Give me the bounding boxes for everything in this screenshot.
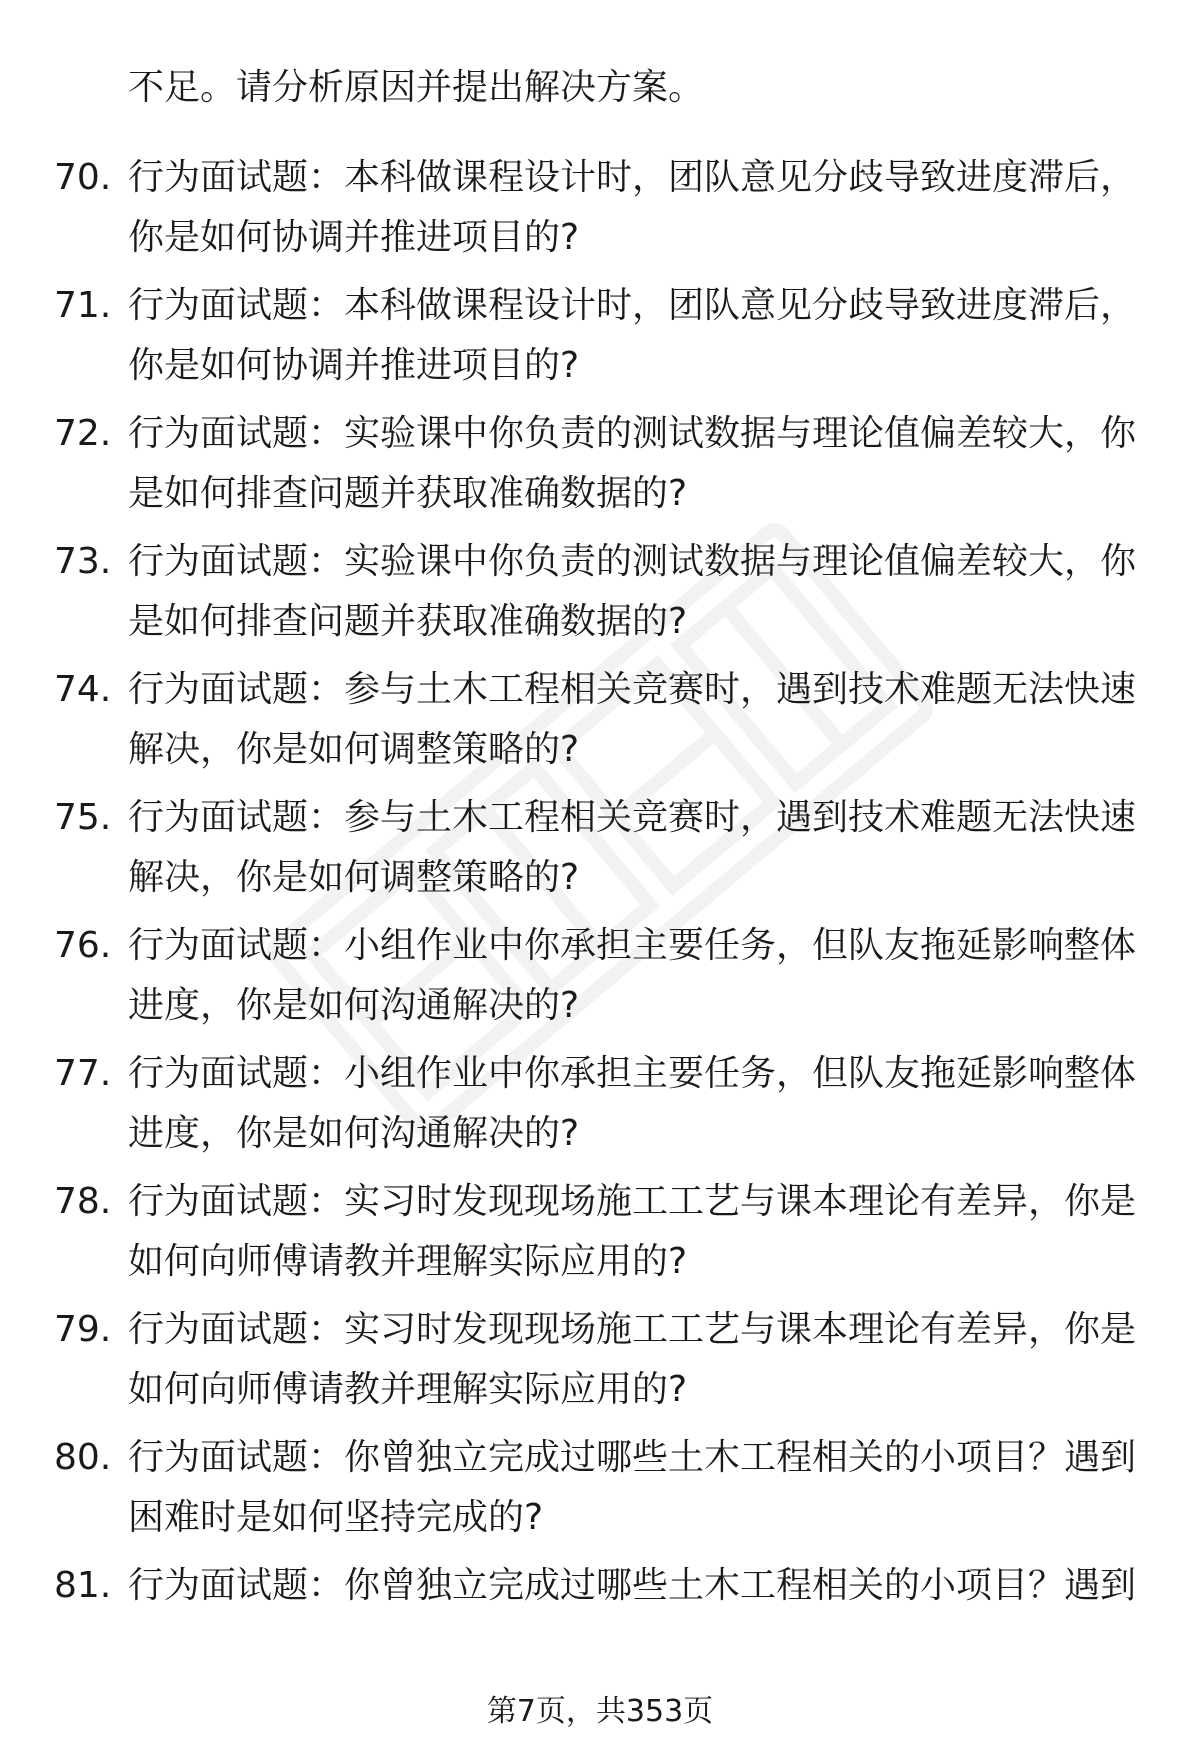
question-text xyxy=(128,916,1138,1036)
question-line: 行为面试题：小组作业中你承担主要任务，但队友拖延影响整体 xyxy=(128,925,1137,966)
question-line: 行为面试题：实习时发现现场施工工艺与课本理论有差异，你是 xyxy=(128,1181,1137,1222)
question-number: 71. xyxy=(54,285,112,326)
list-item xyxy=(0,1044,1200,1172)
question-text xyxy=(128,1556,1138,1616)
list-item xyxy=(0,788,1200,916)
question-line: 行为面试题：参与土木工程相关竞赛时，遇到技术难题无法快速 xyxy=(128,669,1137,710)
question-number: 79. xyxy=(54,1309,112,1350)
question-line: 进度，你是如何沟通解决的? xyxy=(128,1113,580,1154)
question-line: 你是如何协调并推进项目的? xyxy=(128,345,580,386)
list-item xyxy=(0,148,1200,276)
list-item xyxy=(0,532,1200,660)
question-number: 70. xyxy=(54,157,112,198)
list-item xyxy=(0,660,1200,788)
question-text xyxy=(128,404,1138,524)
question-line: 行为面试题：参与土木工程相关竞赛时，遇到技术难题无法快速 xyxy=(128,797,1137,838)
question-text xyxy=(128,1172,1138,1292)
question-line: 解决，你是如何调整策略的? xyxy=(128,857,580,898)
question-line: 行为面试题：本科做课程设计时，团队意见分歧导致进度滞后， xyxy=(128,285,1137,326)
question-text xyxy=(128,148,1138,268)
question-text xyxy=(128,1044,1138,1164)
question-number: 76. xyxy=(54,925,112,966)
question-text xyxy=(128,276,1138,396)
question-list xyxy=(0,148,1200,1684)
question-line: 你是如何协调并推进项目的? xyxy=(128,217,580,258)
question-text xyxy=(128,788,1138,908)
question-number: 73. xyxy=(54,541,112,582)
list-item xyxy=(0,276,1200,404)
question-line: 解决，你是如何调整策略的? xyxy=(128,729,580,770)
question-line: 行为面试题：实习时发现现场施工工艺与课本理论有差异，你是 xyxy=(128,1309,1137,1350)
question-text xyxy=(128,532,1138,652)
question-line: 行为面试题：小组作业中你承担主要任务，但队友拖延影响整体 xyxy=(128,1053,1137,1094)
list-item xyxy=(0,1300,1200,1428)
question-number: 74. xyxy=(54,669,112,710)
question-line: 行为面试题：实验课中你负责的测试数据与理论值偏差较大，你 xyxy=(128,413,1137,454)
question-line: 如何向师傅请教并理解实际应用的? xyxy=(128,1369,688,1410)
question-line: 行为面试题：实验课中你负责的测试数据与理论值偏差较大，你 xyxy=(128,541,1137,582)
question-text xyxy=(128,1428,1138,1548)
question-number: 81. xyxy=(54,1565,112,1606)
question-line: 行为面试题：你曾独立完成过哪些土木工程相关的小项目？遇到 xyxy=(128,1565,1137,1606)
question-text xyxy=(128,1300,1138,1420)
list-item xyxy=(0,404,1200,532)
question-line: 困难时是如何坚持完成的? xyxy=(128,1497,544,1538)
question-line: 行为面试题：本科做课程设计时，团队意见分歧导致进度滞后， xyxy=(128,157,1137,198)
question-line: 进度，你是如何沟通解决的? xyxy=(128,985,580,1026)
lead-text: 不足。请分析原因并提出解决方案。 xyxy=(128,67,705,108)
question-line: 如何向师傅请教并理解实际应用的? xyxy=(128,1241,688,1282)
question-number: 78. xyxy=(54,1181,112,1222)
question-line: 是如何排查问题并获取准确数据的? xyxy=(128,601,688,642)
question-number: 72. xyxy=(54,413,112,454)
page-footer: 第7页，共353页 xyxy=(486,1694,714,1729)
list-item xyxy=(0,916,1200,1044)
list-item xyxy=(0,1172,1200,1300)
list-item xyxy=(0,1556,1200,1684)
question-number: 80. xyxy=(54,1437,112,1478)
question-number: 77. xyxy=(54,1053,112,1094)
list-item xyxy=(0,1428,1200,1556)
question-number: 75. xyxy=(54,797,112,838)
question-line: 是如何排查问题并获取准确数据的? xyxy=(128,473,688,514)
question-line: 行为面试题：你曾独立完成过哪些土木工程相关的小项目？遇到 xyxy=(128,1437,1137,1478)
question-text xyxy=(128,660,1138,780)
